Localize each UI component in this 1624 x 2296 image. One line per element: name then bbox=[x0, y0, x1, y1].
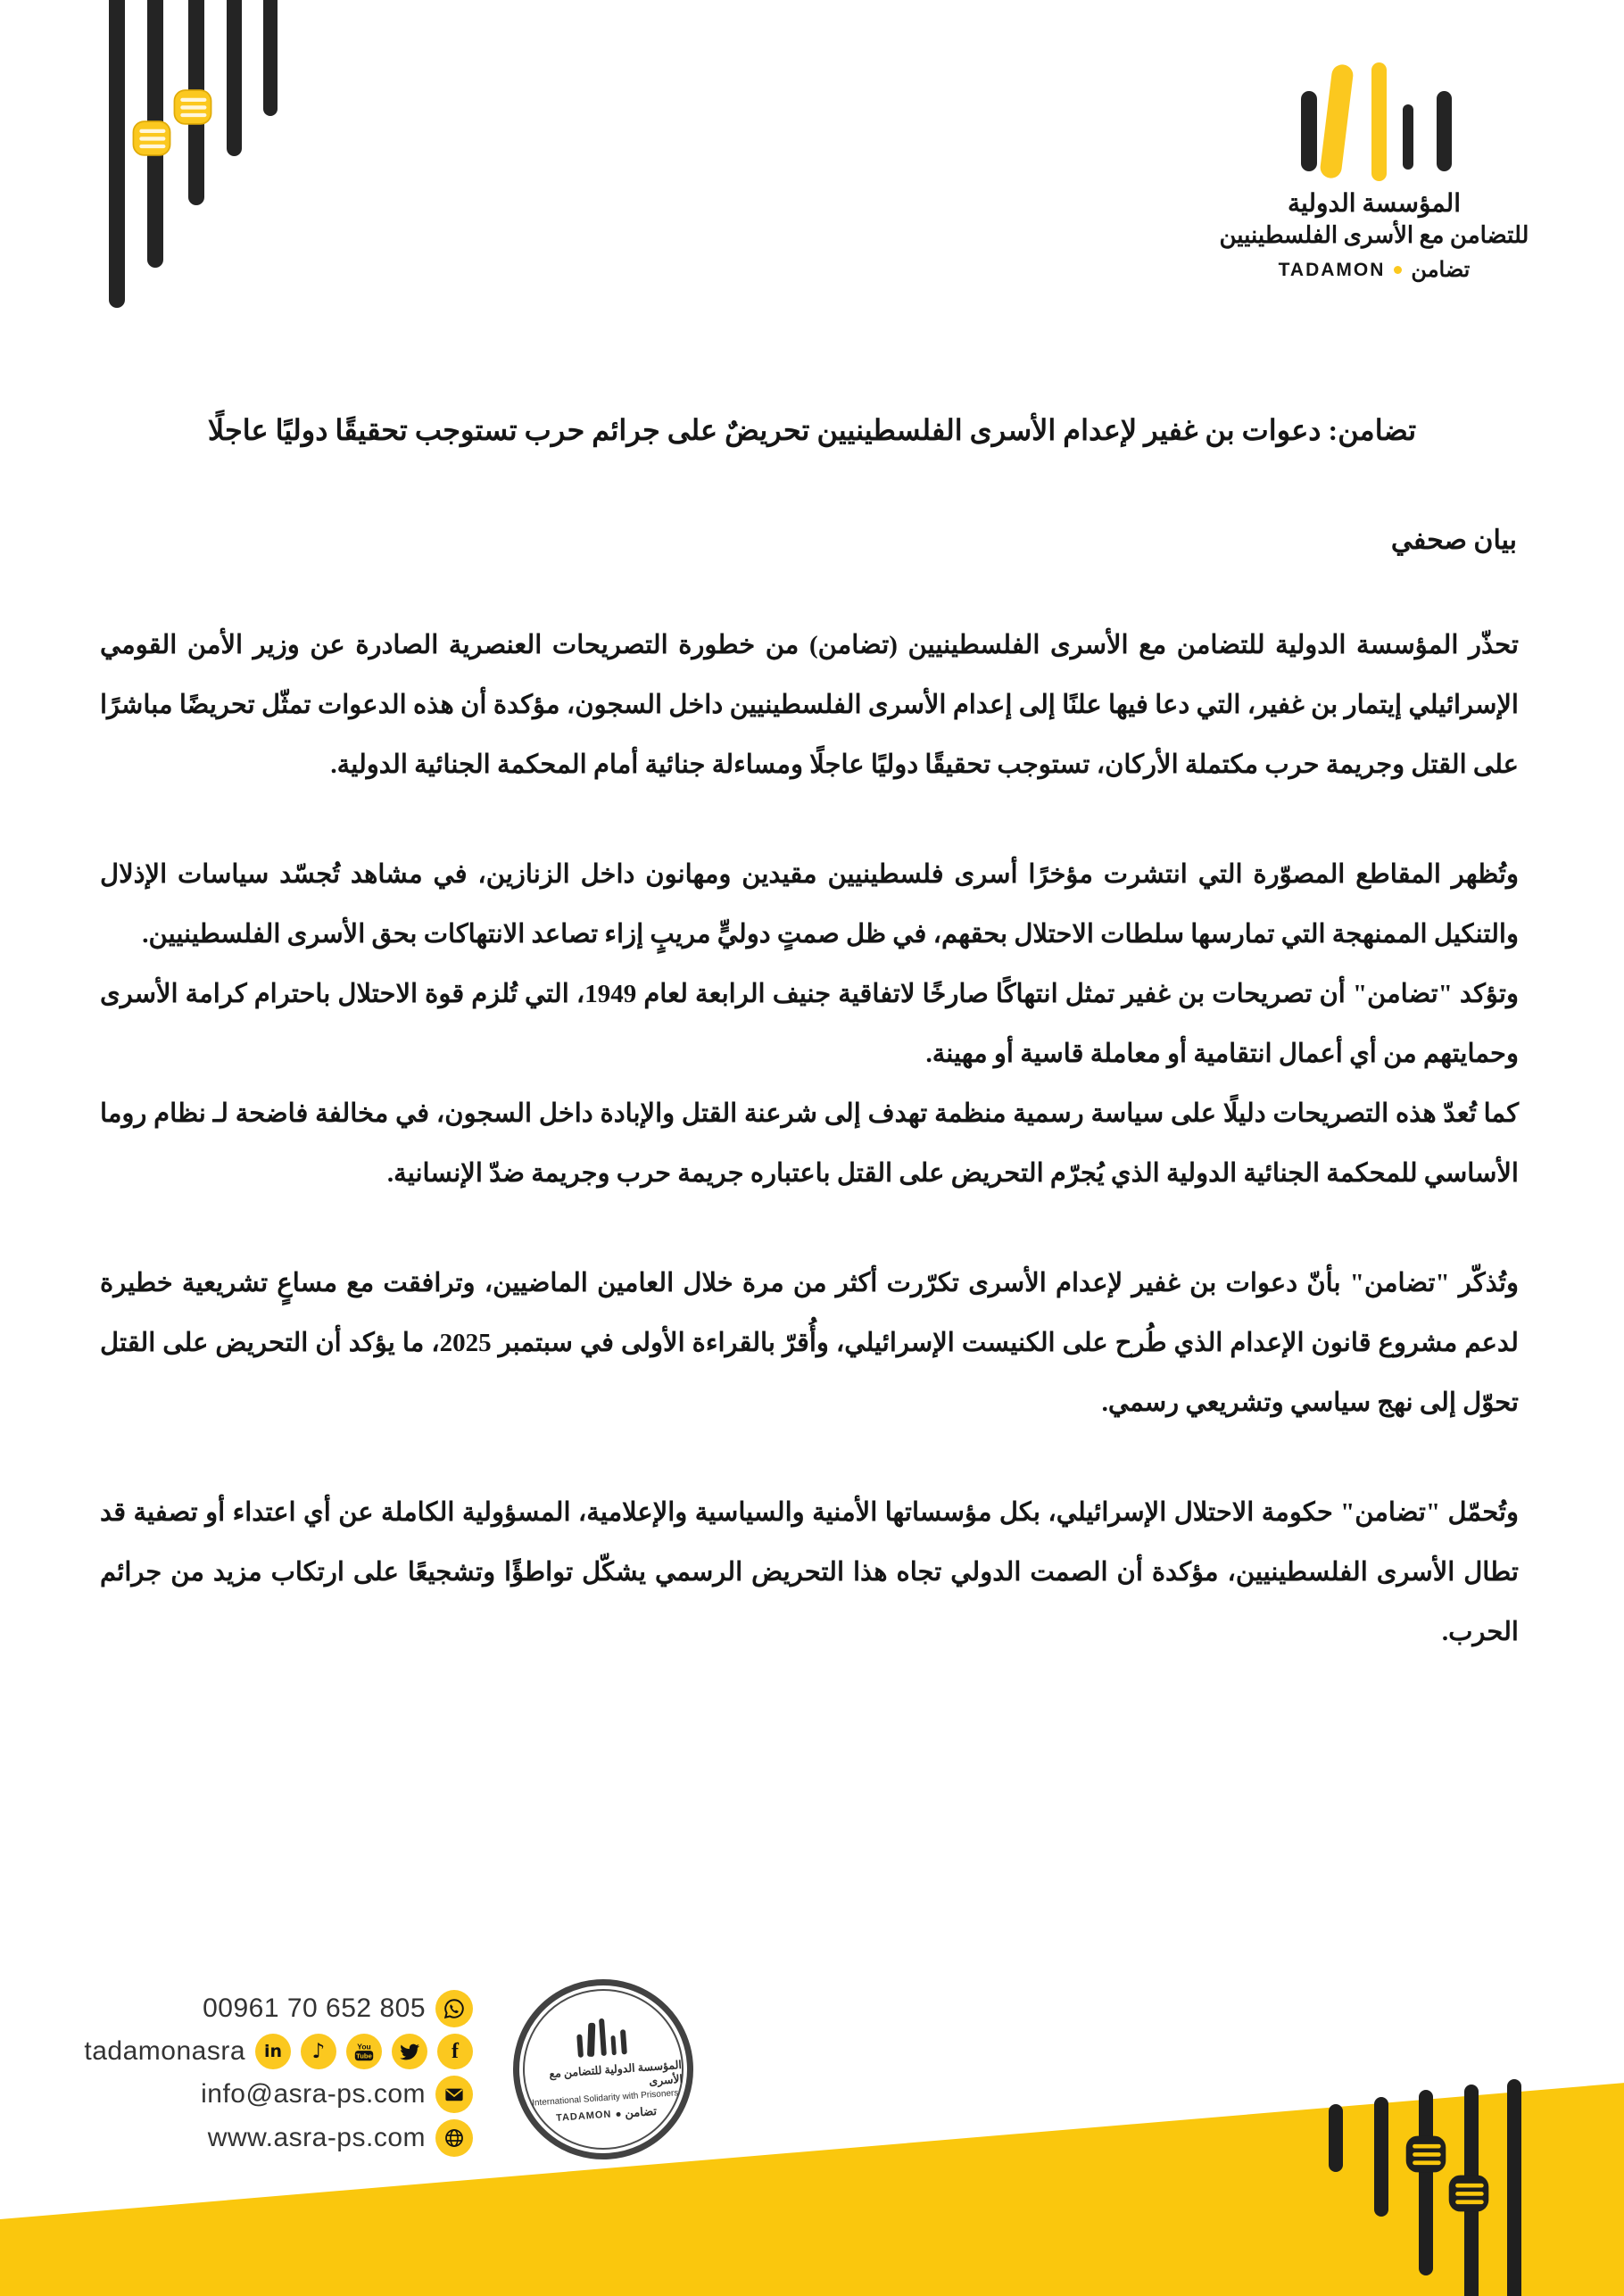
email-icon[interactable] bbox=[435, 2076, 473, 2113]
logo-text bbox=[1187, 189, 1562, 283]
stamp-inner bbox=[518, 1984, 689, 2155]
paragraph: كما تُعدّ هذه التصريحات دليلًا على سياسة رسمية منظمة تهدف إلى شرعنة القتل والإبادة داخل السجون، في مخالفة فاضحة لـ نظام روما الأساسي للمحكمة الجنائية الدولية الذي يُجرّم التحريض على القتل باعتباره جريمة حرب وجريمة ضدّ الإنسانية. bbox=[100, 1099, 1519, 1188]
brand-name-english: TADAMON bbox=[1278, 259, 1386, 280]
stamp-brand: تضامن TADAMON bbox=[555, 2103, 658, 2124]
paragraph: تحذّر المؤسسة الدولية للتضامن مع الأسرى الفلسطينيين (تضامن) من خطورة التصريحات العنصرية الصادرة عن وزير الأمن القومي الإسرائيلي إيتمار بن غفير، التي دعا فيها علنًا إلى إعدام الأسرى الفلسطينيين داخل السجون، مؤكدة أن هذه الدعوات تمثّل تحريضًا مباشرًا على القتل وجريمة حرب مكتملة الأركان، تستوجب تحقيقًا دوليًا عاجلًا ومساءلة جنائية أمام المحكمة الجنائية الدولية. bbox=[100, 631, 1519, 779]
paragraph: وتؤكد "تضامن" أن تصريحات بن غفير تمثل انتهاكًا صارخًا لاتفاقية جنيف الرابعة لعام 1949، التي تُلزم قوة الاحتلال باحترام كرامة الأسرى وحمايتهم من أي أعمال انتقامية أو معاملة قاسية أو مهينة. bbox=[100, 980, 1519, 1068]
email-address[interactable]: info@asra-ps.com bbox=[201, 2079, 426, 2109]
org-name-line2: للتضامن مع الأسرى الفلسطينيين bbox=[1219, 222, 1529, 248]
logo-bar bbox=[1403, 104, 1413, 170]
svg-text:You: You bbox=[357, 2042, 371, 2051]
phone-number[interactable]: 00961 70 652 805 bbox=[203, 1993, 426, 2023]
linkedin-icon[interactable]: in bbox=[255, 2034, 291, 2069]
whatsapp-icon[interactable] bbox=[435, 1990, 473, 2027]
paragraph: وتُظهر المقاطع المصوّرة التي انتشرت مؤخرًا أسرى فلسطينيين مقيدين ومهانون داخل الزنازين، في مشاهد تُجسّد سياسات الإذلال والتنكيل الممنهجة التي تمارسها سلطات الاحتلال بحقهم، في ظل صمتٍ دوليٍّ مريبٍ إزاء تصاعد الانتهاكات بحق الأسرى الفلسطينيين. bbox=[100, 860, 1519, 949]
stamp-logo-bars bbox=[575, 2015, 626, 2058]
logo-bar bbox=[1371, 62, 1387, 181]
email-row bbox=[201, 2076, 473, 2113]
prison-bar bbox=[1507, 2079, 1521, 2296]
social-handle[interactable]: tadamonasra bbox=[84, 2036, 245, 2066]
page-title: تضامن: دعوات بن غفير لإعدام الأسرى الفلسطينيين تحريضٌ على جرائم حرب تستوجب تحقيقًا دوليًا عاجلًا bbox=[207, 414, 1417, 446]
org-name-line1: المؤسسة الدولية bbox=[1288, 190, 1461, 218]
press-release-body bbox=[100, 616, 1519, 1662]
logo-bar bbox=[1319, 63, 1354, 179]
doc-type-label: بيان صحفي bbox=[1390, 526, 1517, 555]
twitter-icon[interactable] bbox=[392, 2034, 427, 2069]
stamp-org-arabic: المؤسسة الدولية للتضامن مع الأسرى bbox=[548, 2058, 684, 2088]
logo-bar bbox=[1301, 91, 1317, 171]
brand-name-arabic: تضامن bbox=[1411, 259, 1471, 282]
fist-icon bbox=[1446, 2170, 1492, 2217]
svg-text:Tube: Tube bbox=[356, 2051, 372, 2060]
prison-bar bbox=[109, 0, 125, 308]
contact-block bbox=[62, 1990, 473, 2157]
prison-bar bbox=[227, 0, 242, 156]
logo-bar bbox=[1437, 91, 1452, 171]
youtube-icon[interactable] bbox=[346, 2034, 382, 2069]
brand-row bbox=[1187, 257, 1562, 283]
organization-stamp bbox=[507, 1973, 700, 2166]
paragraph: وتُحمّل "تضامن" حكومة الاحتلال الإسرائيلي، بكل مؤسساتها الأمنية والسياسية والإعلامية، المسؤولية الكاملة عن أي اعتداء أو تصفية قد تطال الأسرى الفلسطينيين، مؤكدة أن الصمت الدولي تجاه هذا التحريض الرسمي يشكّل تواطؤًا وتشجيعًا على ارتكاب مزيد من جرائم الحرب. bbox=[100, 1498, 1519, 1646]
website-url[interactable]: www.asra-ps.com bbox=[207, 2123, 426, 2152]
fist-icon bbox=[1403, 2131, 1449, 2177]
fist-icon bbox=[171, 86, 214, 128]
social-row bbox=[84, 2034, 473, 2069]
prison-bar bbox=[1419, 2090, 1433, 2275]
globe-icon[interactable] bbox=[435, 2119, 473, 2157]
facebook-icon[interactable]: f bbox=[437, 2034, 473, 2069]
tiktok-icon[interactable]: ♪ bbox=[301, 2034, 336, 2069]
prison-bar bbox=[1329, 2104, 1343, 2172]
fist-icon bbox=[130, 117, 173, 160]
paragraph: وتُذكّر "تضامن" بأنّ دعوات بن غفير لإعدام الأسرى تكرّرت أكثر من مرة خلال العامين الماضيين، وترافقت مع مساعٍ تشريعية خطيرة لدعم مشروع قانون الإعدام الذي طُرح على الكنيست الإسرائيلي، وأُقرّ بالقراءة الأولى في سبتمبر 2025، ما يؤكد أن التحريض على القتل تحوّل إلى نهج سياسي وتشريعي رسمي. bbox=[100, 1269, 1519, 1417]
prison-bar bbox=[263, 0, 278, 116]
brand-dot bbox=[1394, 266, 1402, 274]
phone-row bbox=[203, 1990, 473, 2027]
prison-bar bbox=[1374, 2097, 1388, 2217]
website-row bbox=[208, 2119, 473, 2157]
stamp-org-english: International Solidarity with Prisoners bbox=[531, 2088, 679, 2109]
